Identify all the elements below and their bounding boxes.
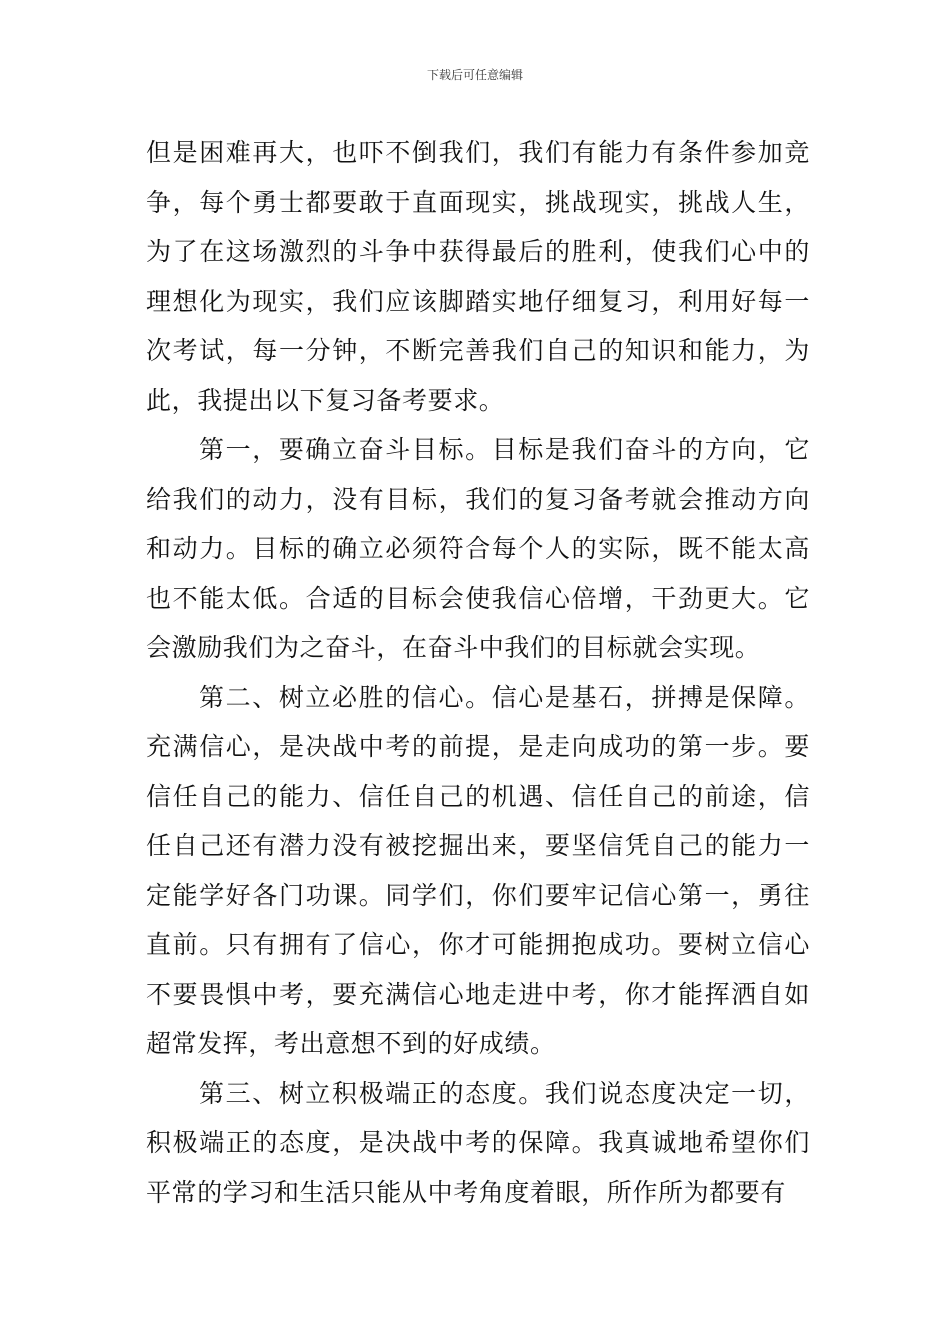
paragraph-first-goal: 第一，要确立奋斗目标。目标是我们奋斗的方向，它给我们的动力，没有目标，我们的复习备考就会推动方向和动力。目标的确立必须符合每个人的实际，既不能太高也不能太低。合适的目标会使我信心倍增，干劲更大。它会激励我们为之奋斗，在奋斗中我们的目标就会实现。 [146,435,810,662]
document-body [146,128,810,1217]
page-header-note: 下载后可任意编辑 [426,68,523,82]
paragraph-third-attitude: 第三、树立积极端正的态度。我们说态度决定一切，积极端正的态度，是决战中考的保障。我真诚地希望你们平常的学习和生活只能从中考角度着眼，所作所为都要有 [146,1078,810,1207]
paragraph-second-confidence: 第二、树立必胜的信心。信心是基石，拼搏是保障。充满信心，是决战中考的前提，是走向成功的第一步。要信任自己的能力、信任自己的机遇、信任自己的前途，信任自己还有潜力没有被挖掘出来，要坚信凭自己的能力一定能学好各门功课。同学们，你们要牢记信心第一，勇往直前。只有拥有了信心，你才可能拥抱成功。要树立信心不要畏惧中考，要充满信心地走进中考，你才能挥洒自如超常发挥，考出意想不到的好成绩。 [146,682,810,1058]
paragraph-intro: 但是困难再大，也吓不倒我们，我们有能力有条件参加竞争，每个勇士都要敢于直面现实，挑战现实，挑战人生，为了在这场激烈的斗争中获得最后的胜利，使我们心中的理想化为现实，我们应该脚踏实地仔细复习，利用好每一次考试，每一分钟，不断完善我们自己的知识和能力，为此，我提出以下复习备考要求。 [146,138,810,415]
